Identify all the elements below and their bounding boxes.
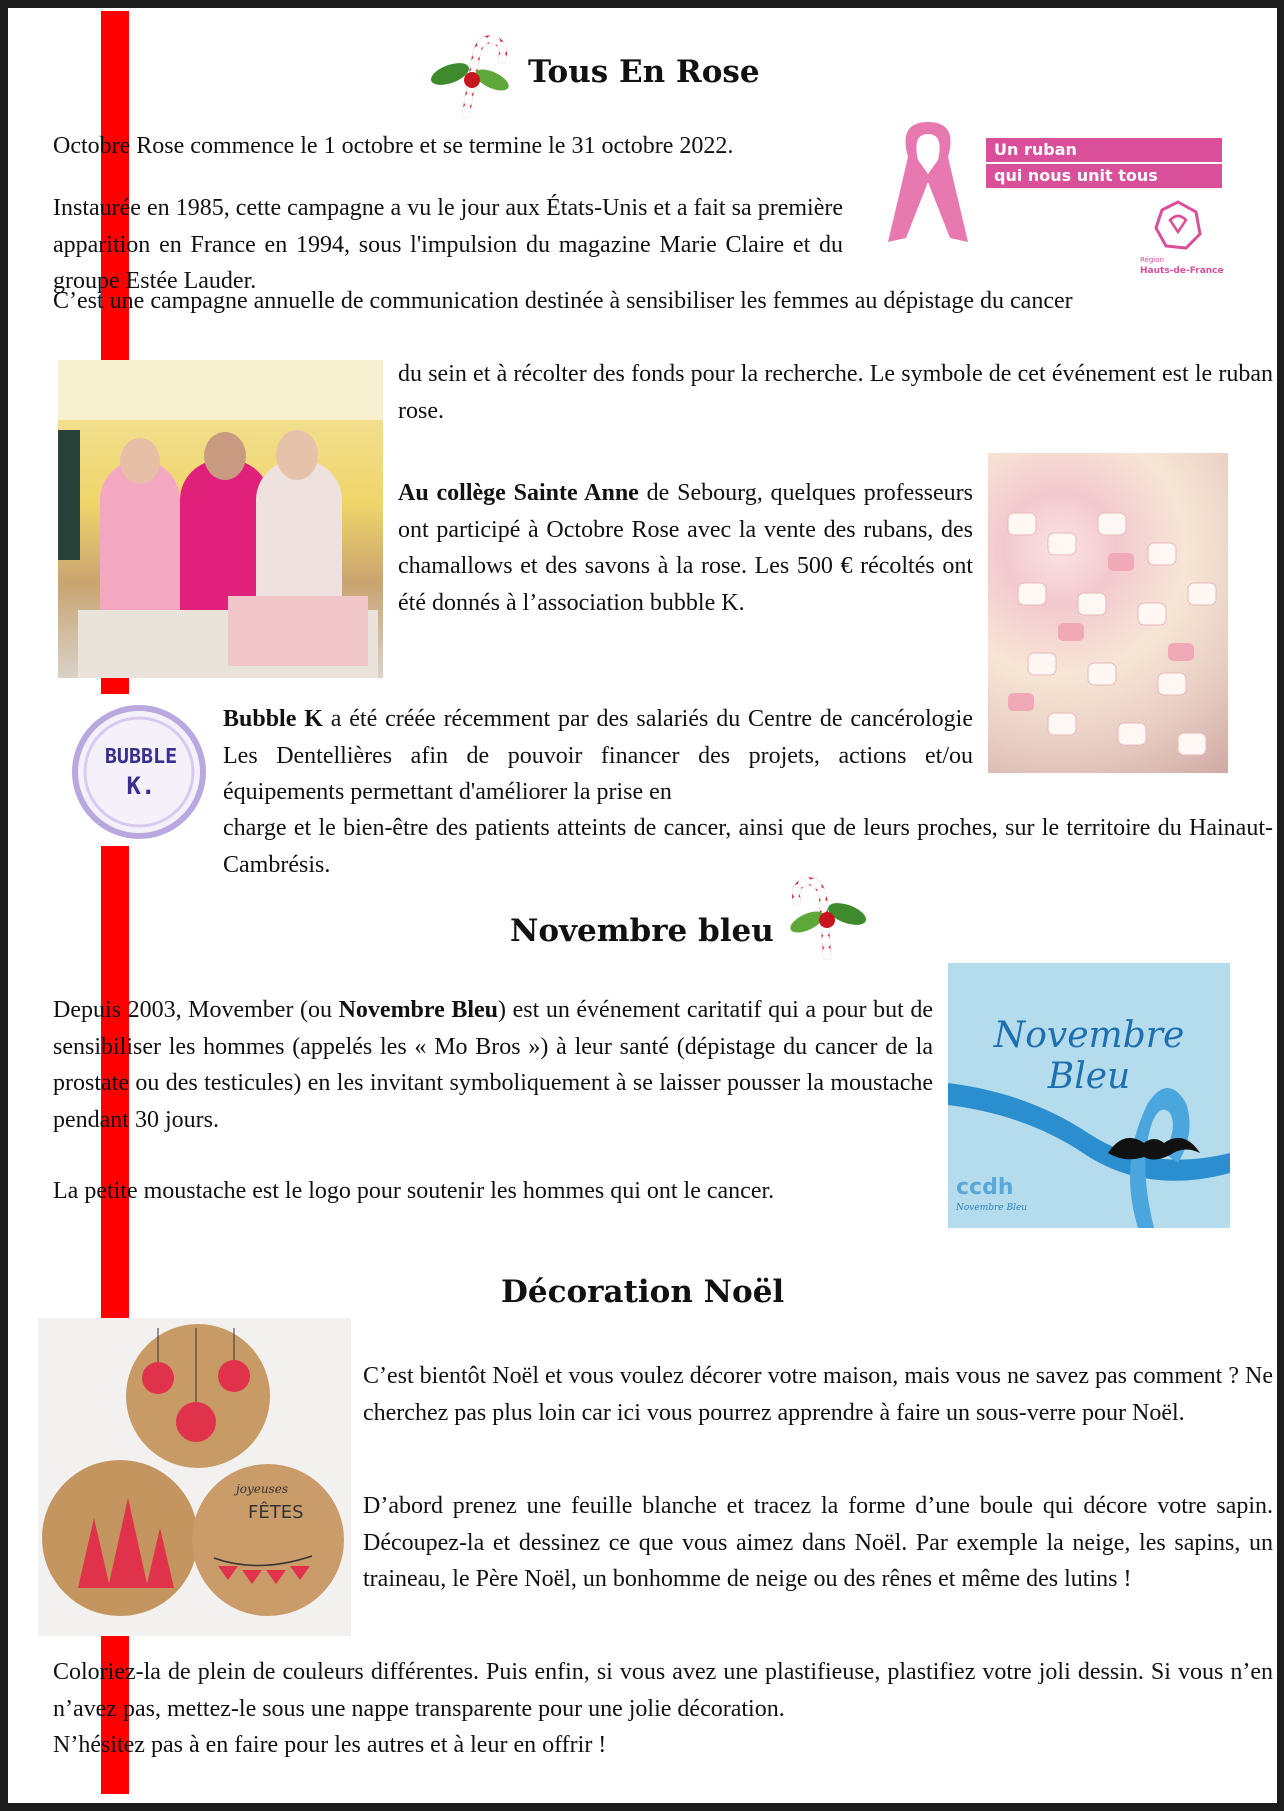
paragraph-college-sainte-anne bbox=[398, 475, 973, 621]
novembre-bleu-bold: Novembre Bleu bbox=[338, 997, 499, 1023]
photo-cork-coasters bbox=[38, 1318, 351, 1636]
paragraph-moustache-logo: La petite moustache est le logo pour soutenir les hommes qui ont le cancer. bbox=[53, 1178, 775, 1204]
novembre-bleu-image-title: Novembre Bleu bbox=[993, 1015, 1185, 1097]
region-name-label: Hauts-de-France bbox=[1140, 266, 1224, 276]
bubble-k-logo bbox=[63, 698, 218, 848]
paragraph-campaign-history: Instaurée en 1985, cette campagne a vu le jour aux États-Unis et a fait sa première apparition en France en 1994, sous l'impulsion du magazine Marie Claire et du groupe Estée Lauder. bbox=[53, 195, 843, 294]
bubble-logo-line2: K. bbox=[126, 772, 156, 800]
document-page bbox=[8, 8, 1277, 1803]
bubble-k-bold: Bubble K bbox=[223, 706, 323, 732]
section-title-decoration-noel: Décoration Noël bbox=[501, 1274, 785, 1310]
coaster-text-fetes: FÊTES bbox=[248, 1502, 304, 1523]
paragraph-campaign-purpose-rest: du sein et à récolter des fonds pour la recherche. Le symbole de cet événement est le ruban rose. bbox=[398, 361, 1273, 424]
red-margin-bar bbox=[101, 686, 129, 694]
paragraph-bubble-k bbox=[223, 701, 973, 811]
paragraph-noel-colorier: Coloriez-la de plein de couleurs différentes. Puis enfin, si vous avez une plastifieuse, plastifiez votre joli dessin. Si vous n’en n’avez pas, mettez-le sous une nappe transparente pour une jolie décoration. N’hésitez pas à en faire pour les autres et à leur en offrir ! bbox=[53, 1659, 1273, 1758]
photo-chamallows bbox=[988, 453, 1228, 773]
cork-coasters-graphic bbox=[38, 1318, 351, 1636]
bubble-logo-line1: BUBBLE bbox=[104, 744, 178, 768]
region-small-label: Région bbox=[1140, 256, 1164, 264]
ribbon-banner-line2: qui nous unit tous bbox=[986, 164, 1222, 188]
bubble-k-text: a été créée récemment par des salariés du Centre de cancérologie Les Dentellières afin de pouvoir financer des projets, actions et/ou équipements permettant d'améliorer la prise en bbox=[223, 706, 973, 805]
section-title-novembre-bleu: Novembre bleu bbox=[510, 913, 774, 949]
pink-ribbon-icon bbox=[878, 112, 978, 252]
ccdh-logo-sub: Novembre Bleu bbox=[956, 1203, 1028, 1213]
chamallows-texture bbox=[988, 453, 1228, 773]
college-text: de Sebourg, quelques professeurs ont participé à Octobre Rose avec la vente des rubans, des chamallows et des savons à la rose. Les 500 € récoltés ont été donnés à l’association bubble K. bbox=[398, 480, 973, 616]
coaster-text-joyeuses: joyeuses bbox=[236, 1482, 288, 1496]
ribbon-banner-line1: Un ruban bbox=[986, 138, 1222, 162]
movember-text-a: Depuis 2003, Movember (ou bbox=[53, 997, 339, 1023]
region-map-icon bbox=[1150, 198, 1206, 254]
novembre-bleu-image bbox=[948, 963, 1230, 1228]
college-name-bold: Au collège Sainte Anne bbox=[398, 480, 639, 506]
ccdh-logo: ccdh bbox=[956, 1175, 1014, 1200]
candy-cane-icon bbox=[428, 26, 516, 121]
paragraph-campaign-purpose-line1: C’est une campagne annuelle de communication destinée à sensibiliser les femmes au dépistage du cancer bbox=[53, 288, 1073, 314]
movember-text-b: ) est un événement caritatif qui a pour but de sensibiliser les hommes (appelés les « Mo Bros ») à leur santé (dépistage du cancer de la prostate ou des testicules) en les invitant symboliquement à se laisser pousser la moustache pendant 30 jours. bbox=[53, 997, 934, 1133]
paragraph-movember bbox=[53, 992, 933, 1138]
section-title-tous-en-rose: Tous En Rose bbox=[528, 54, 760, 90]
paragraph-bubble-k-rest: charge et le bien-être des patients atteints de cancer, ainsi que de leurs proches, sur le territoire du Hainaut-Cambrésis. bbox=[223, 815, 1273, 878]
paragraph-noel-instructions: D’abord prenez une feuille blanche et tracez la forme d’une boule qui décore votre sapin. Découpez-la et dessinez ce que vous aimez dans Noël. Par exemple la neige, les sapins, un traineau, le Père Noël, un bonhomme de neige ou des rênes et même des lutins ! bbox=[363, 1493, 1273, 1592]
paragraph-noel-intro: C’est bientôt Noël et vous voulez décorer votre maison, mais vous ne savez pas comment ? Ne cherchez pas plus loin car ici vous pourrez apprendre à faire un sous-verre pour Noël. bbox=[363, 1363, 1273, 1426]
photo-students-selling bbox=[58, 360, 383, 678]
pink-ribbon-graphic bbox=[868, 108, 1228, 288]
paragraph-octobre-rose-dates: Octobre Rose commence le 1 octobre et se termine le 31 octobre 2022. bbox=[53, 133, 734, 159]
candy-cane-icon bbox=[783, 868, 871, 963]
